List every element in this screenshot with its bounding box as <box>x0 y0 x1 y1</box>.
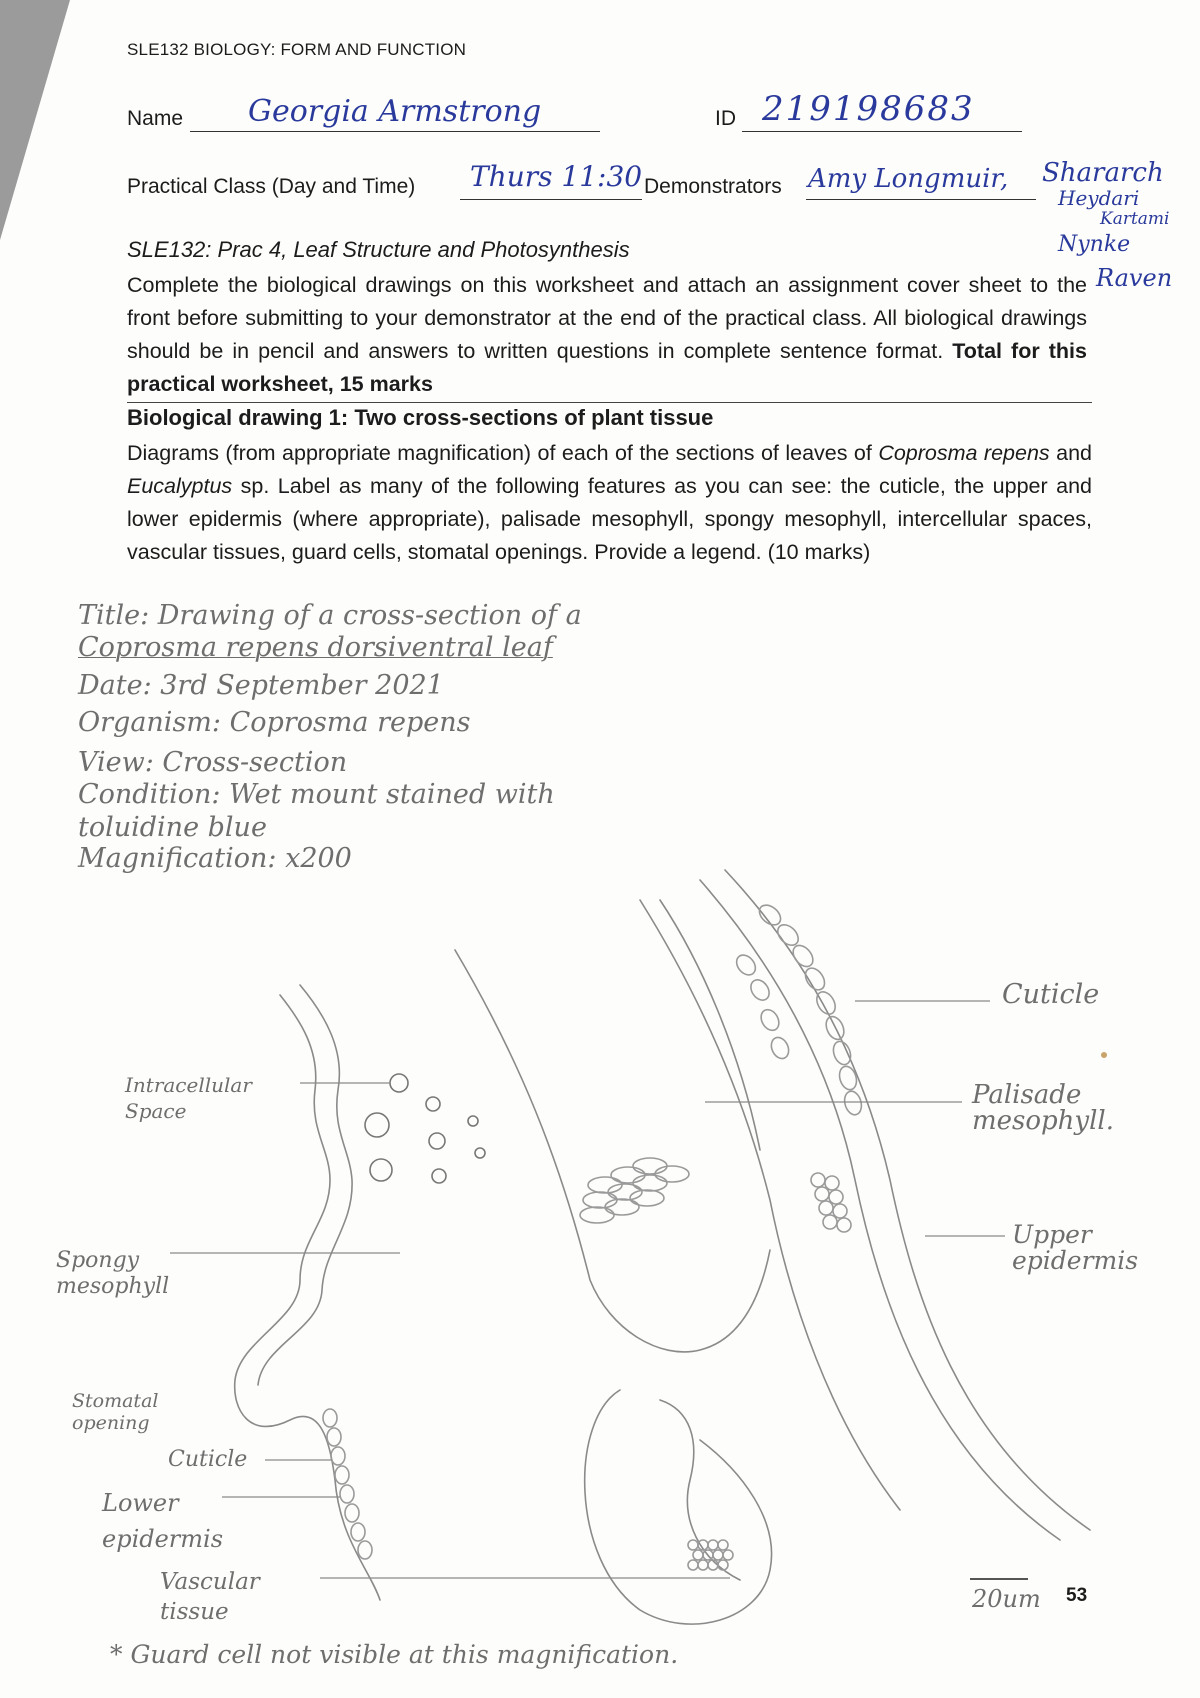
meta-view: View: Cross-section <box>78 747 348 778</box>
prac-total: Total for this practical worksheet, 15 marks <box>127 339 1087 396</box>
footnote-guard-cell: * Guard cell not visible at this magnification. <box>110 1640 679 1669</box>
label-palisade: Palisade mesophyll. <box>972 1080 1115 1136</box>
label-vascular: Vascular tissue <box>160 1569 260 1625</box>
section-body: Diagrams (from appropriate magnification) of each of the sections of leaves of Coprosma repens and Eucalyptus sp. Label as many of the following features as you can see: the cuticle, the upper and lower epidermis (where appropriate), palisade mesophyll, spongy mesophyll, intercellular spaces, vascular tissues, guard cells, stomatal openings. Provide a legend. (10 marks) <box>127 441 1092 564</box>
label-stomatal: Stomatal opening <box>72 1390 159 1434</box>
label-upper-epidermis: Upper epidermis <box>1012 1220 1139 1275</box>
prac-intro: Complete the biological drawings on this worksheet and attach an assignment cover sheet to the front before submitting to your demonstrator at the end of the practical class. All biological drawings should be in pencil and answers to written questions in complete sentence format. Total for this practical worksheet, 15 marks <box>127 273 1087 396</box>
demo-extra-1: Shararch <box>1042 158 1164 188</box>
label-spongy: Spongy mesophyll <box>56 1248 170 1299</box>
label-cuticle-low: Cuticle <box>168 1447 248 1472</box>
demo-extra-2: Heydari <box>1058 186 1140 210</box>
meta-date: Date: 3rd September 2021 <box>78 670 444 701</box>
meta-condition-2: toluidine blue <box>78 812 267 843</box>
meta-title-1: Title: Drawing of a cross-section of a <box>78 600 582 631</box>
stain-spot <box>1101 1052 1107 1058</box>
demo-value: Amy Longmuir, <box>808 164 1009 194</box>
course-title: SLE132 BIOLOGY: FORM AND FUNCTION <box>127 40 467 59</box>
label-lower-epidermis: Lower epidermis <box>102 1489 224 1553</box>
id-value: 219198683 <box>762 89 975 129</box>
demo-extra-4: Nynke <box>1058 232 1131 257</box>
page-number: 53 <box>1066 1585 1088 1606</box>
cuticle-outer-curve <box>725 870 1090 1530</box>
prac-title: SLE132: Prac 4, Leaf Structure and Photosynthesis <box>127 237 630 262</box>
label-scale: 20um <box>972 1585 1041 1613</box>
label-intracellular: Intracellular Space <box>125 1073 252 1123</box>
section-heading: Biological drawing 1: Two cross-sections of plant tissue <box>127 405 714 430</box>
demo-label: Demonstrators <box>644 175 782 198</box>
class-label: Practical Class (Day and Time) <box>127 175 416 198</box>
meta-magnification: Magnification: x200 <box>78 843 352 874</box>
name-label: Name <box>127 107 184 130</box>
meta-condition-1: Condition: Wet mount stained with <box>78 779 555 810</box>
demo-extra-5: Raven <box>1096 264 1173 292</box>
class-value: Thurs 11:30 <box>470 160 643 193</box>
label-cuticle: Cuticle <box>1002 979 1100 1010</box>
meta-title-2: Coprosma repens dorsiventral leaf <box>78 632 553 663</box>
demo-extra-3: Kartami <box>1100 209 1170 229</box>
id-label: ID <box>715 107 736 130</box>
name-value: Georgia Armstrong <box>248 94 542 129</box>
meta-organism: Organism: Coprosma repens <box>78 707 471 738</box>
